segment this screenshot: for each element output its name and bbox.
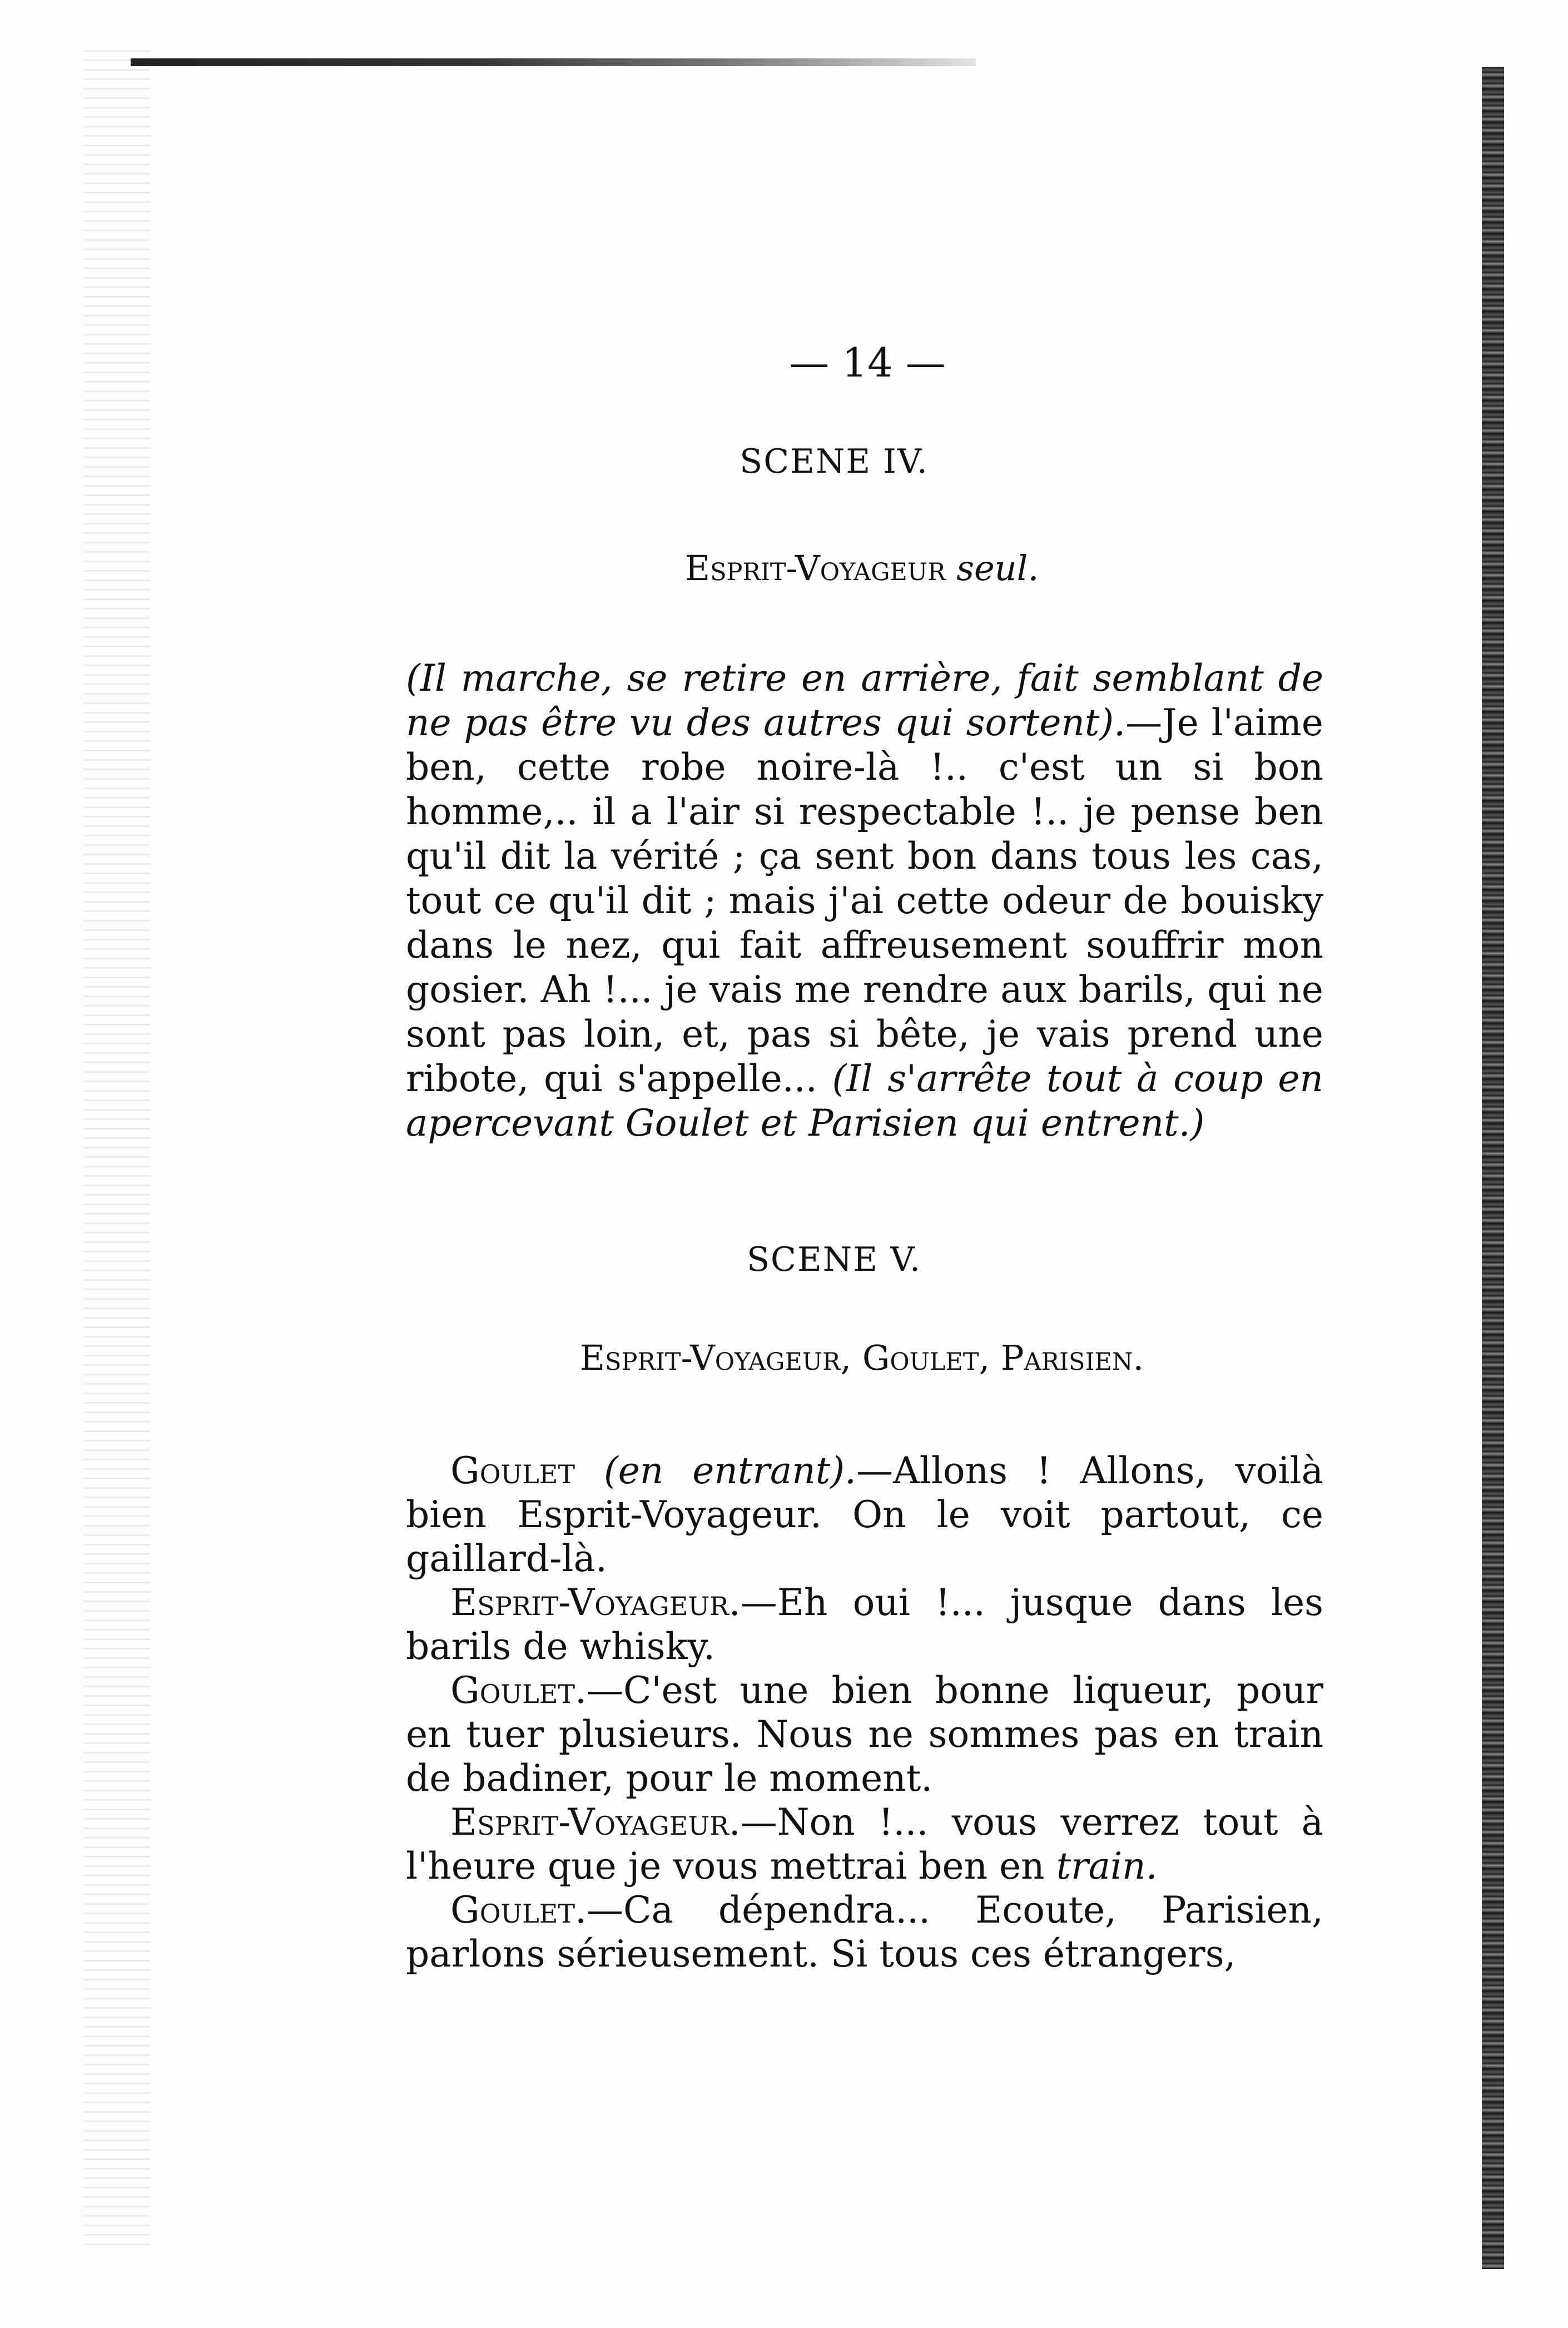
line-text: —Ca dépendra... Ecoute, Parisien, parlons sérieusement. Si tous ces étrangers, bbox=[406, 1889, 1323, 1975]
page-edge-right bbox=[1482, 67, 1504, 2269]
scene-4-character bbox=[389, 548, 1334, 588]
dialogue-line bbox=[406, 1888, 1323, 1976]
scene-4-stage-direction-end: (Il s'arrête tout à coup en apercevant Goulet et Parisien qui entrent.) bbox=[406, 1057, 1323, 1145]
line-text: —Non !... vous verrez tout à l'heure que je vous mettrai ben en bbox=[406, 1801, 1323, 1888]
scene-4-monologue bbox=[406, 656, 1323, 1146]
scene-4-title: SCENE IV. bbox=[740, 442, 929, 481]
scene-5-title: SCENE V. bbox=[746, 1240, 922, 1279]
scene-4-character-name: Esprit-Voyageur bbox=[684, 548, 946, 588]
line-text: —Allons ! Allons, voilà bien Esprit-Voyageur. On le voit partout, ce gaillard-là. bbox=[406, 1449, 1323, 1580]
speaker-name: Esprit-Voyageur. bbox=[450, 1801, 741, 1844]
line-text-italic: train. bbox=[1056, 1845, 1158, 1888]
scene-4-character-note: seul. bbox=[956, 548, 1039, 588]
dialogue-line bbox=[406, 1581, 1323, 1668]
scene-5-characters: Esprit-Voyageur, Goulet, Parisien. bbox=[579, 1338, 1144, 1378]
speaker-name: Esprit-Voyageur. bbox=[450, 1581, 741, 1624]
speaker-name: Goulet. bbox=[450, 1889, 587, 1931]
speaker-direction: (en entrant). bbox=[603, 1449, 857, 1492]
speaker-name: Goulet bbox=[450, 1449, 575, 1492]
page-edge-left bbox=[83, 50, 150, 2247]
dialogue-line bbox=[406, 1449, 1323, 1581]
dialogue-line bbox=[406, 1800, 1323, 1888]
scene-4-speech: —Je l'aime ben, cette robe noire-là !.. c'est un si bon homme,.. il a l'air si respectable !.. je pense ben qu'il dit la vérité ; ça sent bon dans tous les cas, tout ce qu'il dit ; mais j'ai cette odeur de bouisky dans le nez, qui fait affreusement souffrir mon gosier. Ah !... je vais me rendre aux barils, qui ne sont pas loin, et, pas si bête, je vais prend une ribote, qui s'appelle... bbox=[406, 701, 1323, 1100]
speaker-name: Goulet. bbox=[450, 1669, 587, 1712]
line-text: —C'est une bien bonne liqueur, pour en tuer plusieurs. Nous ne sommes pas en train de badiner, pour le moment. bbox=[406, 1669, 1323, 1800]
top-rule bbox=[131, 58, 976, 66]
scene-5-dialogue bbox=[406, 1449, 1323, 1976]
page-number: — 14 — bbox=[789, 339, 946, 386]
line-text: —Eh oui !... jusque dans les barils de whisky. bbox=[406, 1581, 1323, 1668]
dialogue-line bbox=[406, 1668, 1323, 1800]
scene-4-stage-direction: (Il marche, se retire en arrière, fait semblant de ne pas être vu des autres qui sortent). bbox=[406, 657, 1323, 744]
